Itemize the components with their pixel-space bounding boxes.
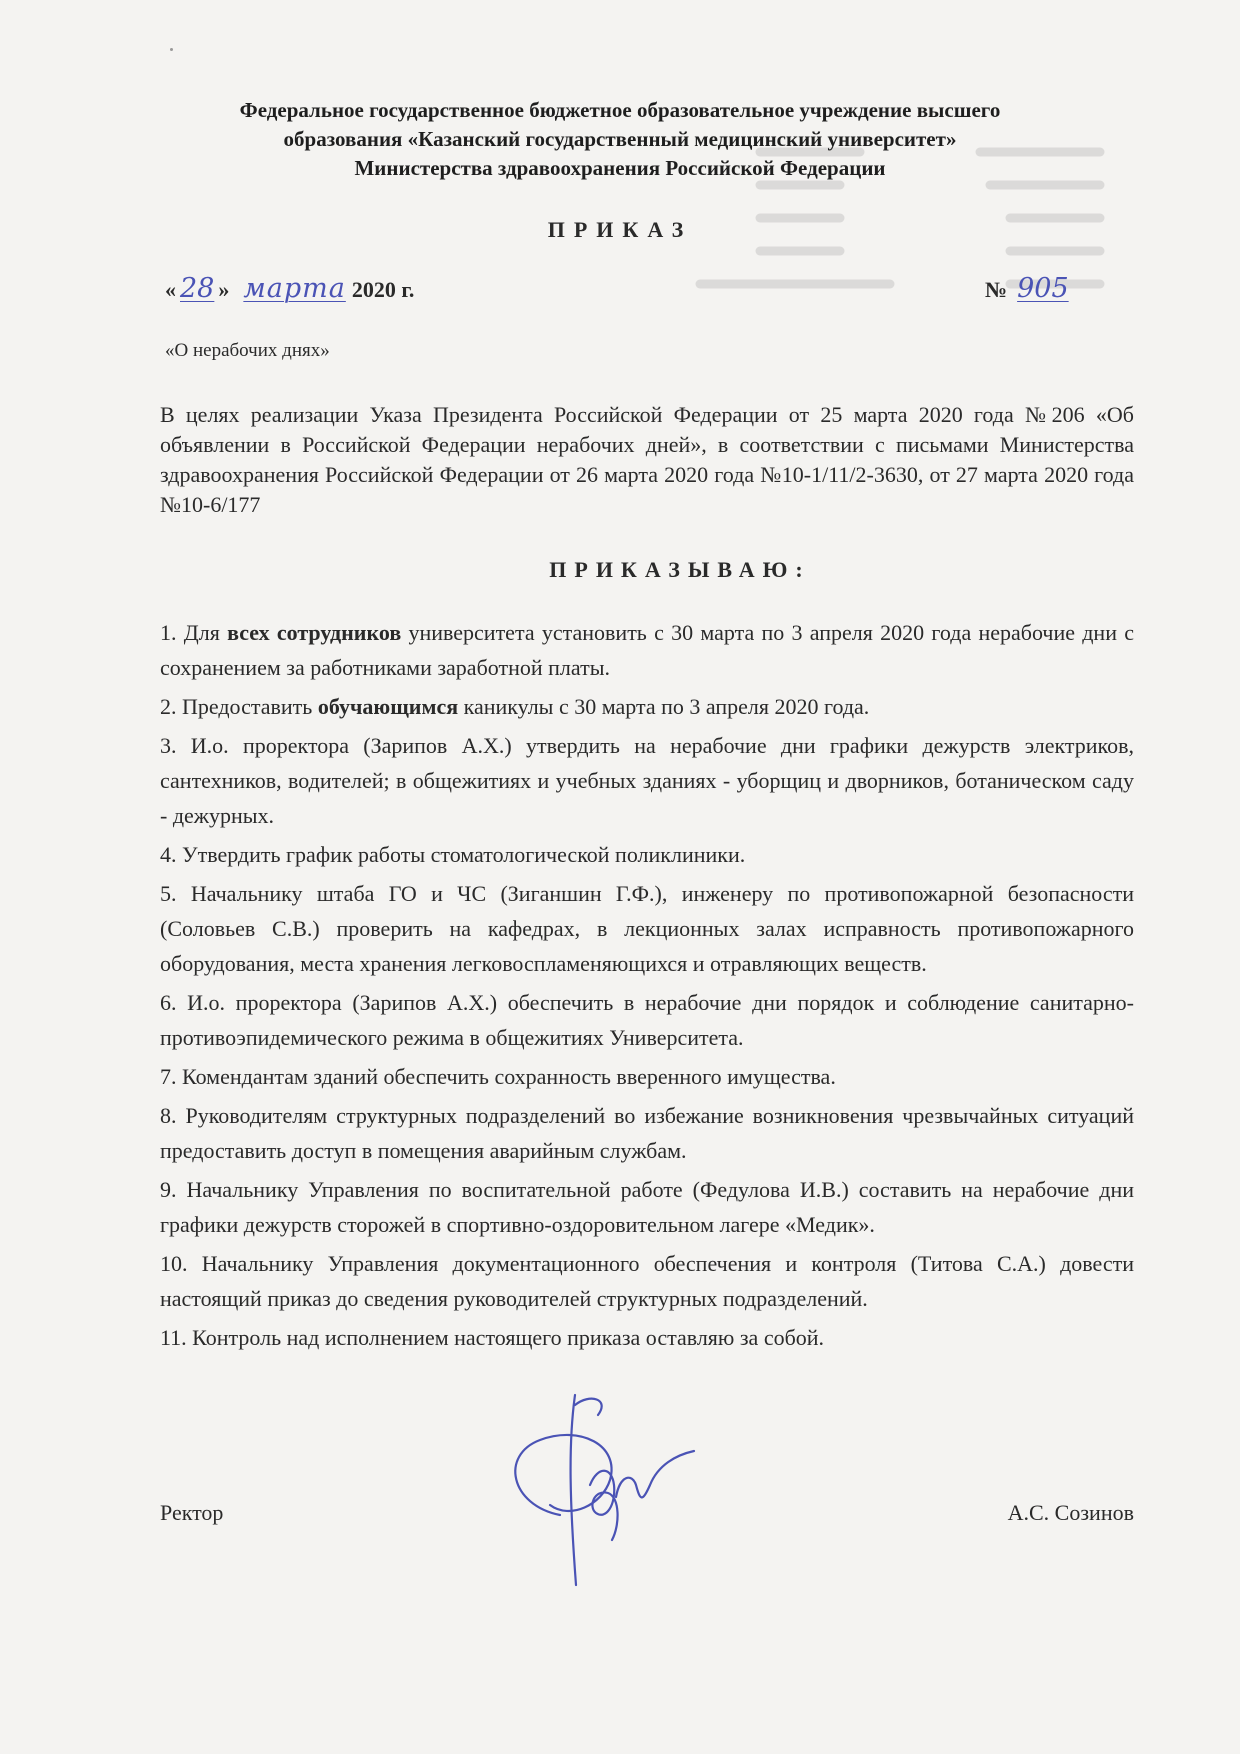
number-handwritten: 905 bbox=[1017, 273, 1069, 304]
bold-all-employees: всех сотрудников bbox=[227, 620, 402, 645]
order-subject: «О нерабочих днях» bbox=[165, 340, 330, 361]
order-item-6: 6. И.о. проректора (Зарипов А.Х.) обеспечить в нерабочие дни порядок и соблюдение санитарно-противоэпидемического режима в общежитиях Университета. bbox=[160, 990, 1134, 1050]
punch-mark bbox=[170, 48, 173, 51]
signature-row bbox=[160, 1500, 1134, 1526]
header-line-3: Министерства здравоохранения Российской Федерации bbox=[354, 156, 886, 180]
header-line-1: Федеральное государственное бюджетное образовательное учреждение высшего bbox=[239, 98, 1001, 122]
bold-students: обучающимся bbox=[317, 694, 459, 719]
document-title: ПРИКАЗ bbox=[547, 217, 693, 242]
order-item-8: 8. Руководителям структурных подразделений во избежание возникновения чрезвычайных ситуаций предоставить доступ в помещения аварийным службам. bbox=[160, 1103, 1134, 1163]
signer-position: Ректор bbox=[160, 1500, 224, 1525]
order-item-1: 1. Для всех сотрудников университета установить с 30 марта по 3 апреля 2020 года нерабочие дни с сохранением за работниками заработной платы. bbox=[160, 620, 1134, 680]
order-item-3: 3. И.о. проректора (Зарипов А.Х.) утвердить на нерабочие дни графики дежурств электриков, сантехников, водителей; в общежитиях и учебных зданиях - уборщиц и дворников, ботаническом саду - дежурных. bbox=[160, 733, 1134, 828]
date-year: 2020 г. bbox=[351, 277, 415, 302]
date-month-handwritten: марта bbox=[243, 273, 346, 304]
preamble-paragraph: В целях реализации Указа Президента Российской Федерации от 25 марта 2020 года №206 «Об объявлении в Российской Федерации нерабочих дней», в соответствии с письмами Министерства здравоохранения Российской Федерации от 26 марта 2020 года №10-1/11/2-3630, от 27 марта 2020 года №10-6/177 bbox=[160, 402, 1134, 517]
signer-name: А.С. Созинов bbox=[1007, 1500, 1134, 1525]
number-label: № bbox=[985, 277, 1008, 302]
date-open-quote: « bbox=[165, 277, 176, 302]
order-item-7: 7. Комендантам зданий обеспечить сохранность вверенного имущества. bbox=[160, 1064, 836, 1089]
date-close-quote: » bbox=[218, 277, 230, 302]
institution-header bbox=[150, 96, 1090, 183]
order-item-9: 9. Начальнику Управления по воспитательной работе (Федулова И.В.) составить на нерабочие дни графики дежурств сторожей в спортивно-оздоровительном лагере «Медик». bbox=[160, 1177, 1134, 1237]
order-item-4: 4. Утвердить график работы стоматологической поликлиники. bbox=[160, 842, 746, 867]
order-item-2: 2. Предоставить обучающимся каникулы с 30 марта по 3 апреля 2020 года. bbox=[160, 694, 870, 719]
order-date bbox=[165, 273, 414, 304]
date-day-handwritten: 28 bbox=[180, 273, 215, 304]
header-line-2: образования «Казанский государственный медицинский университет» bbox=[283, 127, 957, 151]
order-number bbox=[985, 273, 1069, 304]
order-item-5: 5. Начальнику штаба ГО и ЧС (Зиганшин Г.Ф.), инженеру по противопожарной безопасности (Соловьев С.В.) проверить на кафедрах, в лекционных залах исправность противопожарного оборудования, места хранения легковоспламеняющихся и отравляющих веществ. bbox=[160, 881, 1134, 976]
order-items-list bbox=[160, 615, 1134, 1359]
orders-heading: ПРИКАЗЫВАЮ: bbox=[549, 557, 811, 582]
order-item-11: 11. Контроль над исполнением настоящего приказа оставляю за собой. bbox=[160, 1325, 825, 1350]
order-item-10: 10. Начальнику Управления документационного обеспечения и контроля (Титова С.А.) довести настоящий приказ до сведения руководителей структурных подразделений. bbox=[160, 1251, 1134, 1311]
